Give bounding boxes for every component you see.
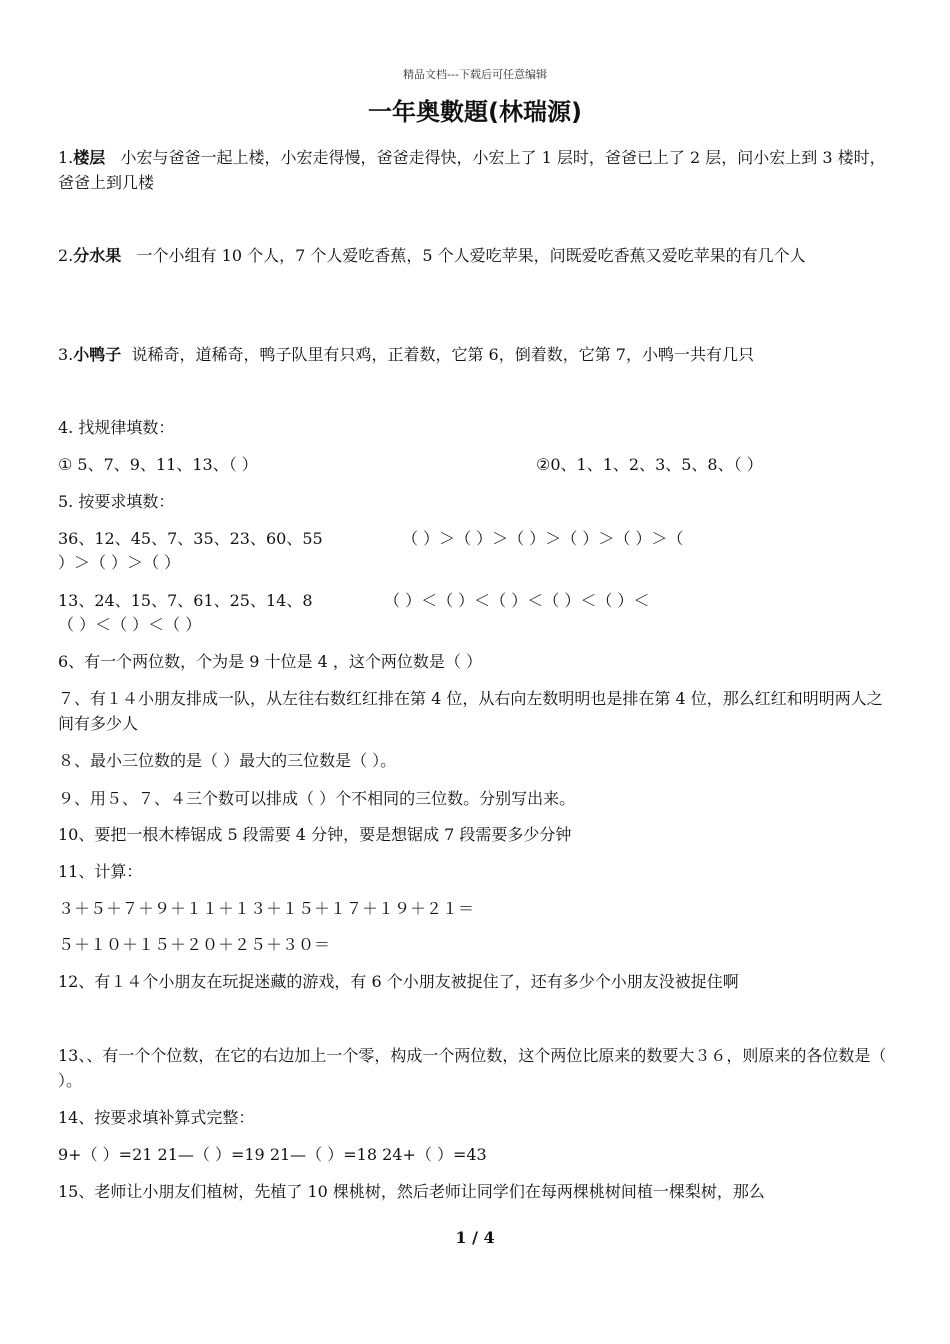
question-1 <box>58 145 894 195</box>
page-title: 一年奥數題(林瑞源) <box>368 98 582 126</box>
q11-heading: 11、计算： <box>58 862 143 881</box>
question-8: ８、最小三位数的是（ ）最大的三位数是（ ）。 <box>58 751 397 770</box>
q14-equations: 9+（ ）=21 21—（ ）=19 21—（ ）=18 24+（ ）=43 <box>58 1145 487 1164</box>
question-3 <box>58 342 894 367</box>
q3-text: 说稀奇，道稀奇，鸭子队里有只鸡，正着数，它第 6，倒着数，它第 7，小鸭一共有几只 <box>131 345 754 364</box>
page-header: 精品文档---下载后可任意编辑 <box>403 68 547 81</box>
q2-number: 2. <box>58 246 74 265</box>
q5-row2-numbers: 13、24、15、7、61、25、14、8 <box>58 591 313 610</box>
q3-name: 小鸭子 <box>73 345 122 364</box>
q2-name: 分水果 <box>73 246 122 265</box>
q1-name: 楼层 <box>73 148 106 167</box>
q5-row1-blanks: （ ）＞（ ）＞（ ）＞（ ）＞（ ）＞（ <box>402 529 684 548</box>
q5-heading: 5. 按要求填数： <box>58 492 175 511</box>
q2-text: 一个小组有 10 个人，7 个人爱吃香蕉，5 个人爱吃苹果，问既爱吃香蕉又爱吃苹果的有几个人 <box>136 246 806 265</box>
q3-number: 3. <box>58 345 74 364</box>
question-6: 6、有一个两位数，个为是 9 十位是 4 ，这个两位数是（ ） <box>58 652 482 671</box>
q11-expression-2: ５＋１０＋１５＋２０＋２５＋３０＝ <box>58 935 331 954</box>
q5-row2-blanks: （ ）＜（ ）＜（ ）＜（ ）＜（ ）＜ <box>384 591 650 610</box>
q1-number: 1. <box>58 148 74 167</box>
question-10: 10、要把一根木棒锯成 5 段需要 4 分钟，要是想锯成 7 段需要多少分钟 <box>58 825 572 844</box>
question-2 <box>58 243 894 268</box>
q1-text: 小宏与爸爸一起上楼，小宏走得慢，爸爸走得快，小宏上了 1 层时，爸爸已上了 2 层，问小宏上到 3 楼时，爸爸上到几楼 <box>58 148 886 192</box>
question-9: ９、用５、７、４三个数可以排成（ ）个不相同的三位数。分别写出来。 <box>58 789 576 808</box>
question-15: 15、老师让小朋友们植树，先植了 10 棵桃树，然后老师让同学们在每两棵桃树间植一棵梨树，那么 <box>58 1182 765 1201</box>
page-number: 1 / 4 <box>455 1228 495 1247</box>
q11-expression-1: ３＋５＋７＋９＋１１＋１３＋１５＋１７＋１９＋２１＝ <box>58 899 475 918</box>
q4-heading: 4. 找规律填数： <box>58 418 175 437</box>
q14-heading: 14、按要求填补算式完整： <box>58 1108 255 1127</box>
q5-row1-numbers: 36、12、45、7、35、23、60、55 <box>58 529 323 548</box>
question-13: 13、、有一个个位数，在它的右边加上一个零，构成一个两位数，这个两位比原来的数要大３６，则原来的各位数是（ ）。 <box>58 1046 887 1090</box>
q4-part-a: ① 5、7、9、11、13、（ ） <box>58 455 258 474</box>
q5-row1-cont: ）＞（ ）＞（ ） <box>58 553 181 572</box>
question-7: ７、有１４小朋友排成一队，从左往右数红红排在第 4 位，从右向左数明明也是排在第 4 位，那么红红和明明两人之间有多少人 <box>58 689 883 733</box>
q5-row2-cont: （ ）＜（ ）＜（ ） <box>58 615 202 634</box>
q4-part-b: ②0、1、1、2、3、5、8、（ ） <box>536 455 763 474</box>
question-12: 12、有１４个小朋友在玩捉迷藏的游戏，有 6 个小朋友被捉住了，还有多少个小朋友没被捉住啊 <box>58 972 739 991</box>
